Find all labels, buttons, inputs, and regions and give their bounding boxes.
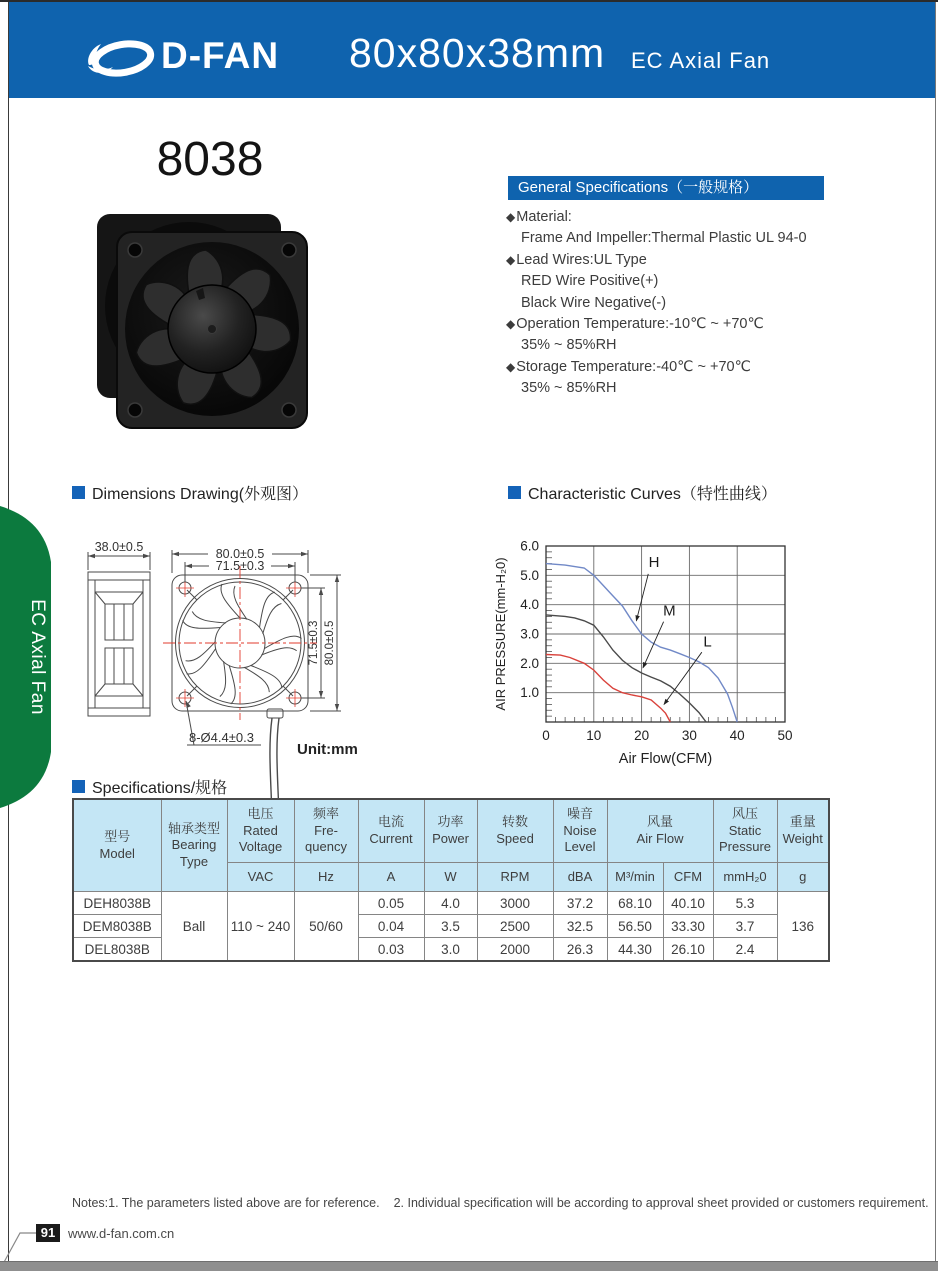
brand-logo-icon [85, 34, 155, 84]
blue-square-icon [72, 486, 85, 499]
diamond-bullet-icon: ◆ [506, 359, 516, 374]
unit-mmh2o: mmH₂0 [713, 863, 777, 892]
svg-text:1.0: 1.0 [520, 685, 539, 701]
diamond-bullet-icon: ◆ [506, 317, 516, 332]
col-bearing: 轴承类型 Bearing Type [161, 799, 227, 892]
col-power: 功率 Power [424, 799, 477, 863]
diamond-bullet-icon: ◆ [506, 210, 516, 224]
unit-cfm: CFM [663, 863, 713, 892]
blue-square-icon [72, 780, 85, 793]
general-specs-list [506, 207, 846, 400]
col-speed: 转数 Speed [477, 799, 553, 863]
sidebar-tab-label: EC Axial Fan [27, 599, 48, 715]
unit-a: A [358, 863, 424, 892]
col-frequency: 频率 Fre-quency [294, 799, 358, 863]
unit-hz: Hz [294, 863, 358, 892]
curve-label-M: M [663, 602, 676, 620]
characteristic-curves-chart [490, 525, 825, 780]
col-weight: 重量 Weight [777, 799, 829, 863]
svg-text:5.0: 5.0 [520, 567, 539, 583]
dim-holes-label: 8-Ø4.4±0.3 [189, 730, 254, 745]
section-header-dimensions: Dimensions Drawing(外观图） [72, 481, 308, 504]
table-row: DEH8038B Ball 110 ~ 240 50/60 0.05 4.0 3000 37.2 68.10 40.10 5.3 136 [73, 892, 829, 915]
col-voltage: 电压 Rated Voltage [227, 799, 294, 863]
dim-width-outer-label: 80.0±0.5 [215, 547, 265, 561]
general-specs-header: General Specifications（一般规格） [508, 176, 824, 200]
col-static: 风压 Static Pressure [713, 799, 777, 863]
table-row: DEM8038B 0.04 3.5 2500 32.5 56.50 33.30 3.7 [73, 915, 829, 938]
col-noise: 噪音 Noise Level [553, 799, 607, 863]
curve-label-L: L [703, 633, 712, 651]
svg-text:50: 50 [777, 728, 793, 743]
curve-M [546, 615, 706, 722]
unit-rpm: RPM [477, 863, 553, 892]
table-header-row [73, 799, 829, 863]
svg-text:40: 40 [729, 728, 745, 743]
specifications-table [72, 798, 830, 962]
y-axis-label: AIR PRESSURE(mm-H₂0) [493, 557, 508, 711]
dim-height-inner-label: 71.5±0.3 [308, 620, 320, 666]
unit-label: Unit:mm [297, 741, 358, 758]
spec-line: ◆Material: [506, 209, 572, 225]
spec-line: RED Wire Positive(+) [521, 273, 659, 290]
spec-line: Frame And Impeller:Thermal Plastic UL 94-0 [521, 230, 807, 247]
cell-model: DEM8038B [73, 915, 161, 938]
unit-vac: VAC [227, 863, 294, 892]
cell-weight: 136 [777, 892, 829, 962]
notes-text: Notes:1. The parameters listed above are for reference. 2. Individual specification will be according to approval sheet provided or customers requirement. [72, 1196, 929, 1210]
spec-line: 35% ~ 85%RH [521, 337, 617, 354]
unit-dba: dBA [553, 863, 607, 892]
unit-g: g [777, 863, 829, 892]
section-header-specifications: Specifications/规格 [72, 775, 227, 798]
blue-square-icon [508, 486, 521, 499]
curve-label-H: H [648, 554, 660, 572]
spec-line: ◆Lead Wires:UL Type [506, 251, 647, 268]
svg-text:6.0: 6.0 [520, 538, 539, 554]
model-number-title: 8038 [156, 133, 264, 186]
product-photo-fan [93, 210, 315, 440]
svg-text:2.0: 2.0 [520, 655, 539, 671]
page-border-right [935, 2, 936, 1261]
spec-line: ◆Operation Temperature:-10℃ ~ +70℃ [506, 316, 764, 333]
page-border-bottom [0, 1261, 938, 1271]
dim-depth-label: 38.0±0.5 [94, 540, 144, 554]
page-number-badge: 91 [36, 1224, 60, 1242]
header-bar [9, 2, 935, 98]
svg-text:20: 20 [634, 728, 650, 743]
unit-m3min: M³/min [607, 863, 663, 892]
col-current: 电流 Current [358, 799, 424, 863]
product-type-title: EC Axial Fan [631, 48, 771, 73]
dim-height-outer-label: 80.0±0.5 [324, 620, 336, 666]
section-header-curves: Characteristic Curves（特性曲线） [508, 481, 777, 504]
table-row: DEL8038B 0.03 3.0 2000 26.3 44.30 26.10 2.4 [73, 938, 829, 962]
brand-name: D-FAN [161, 35, 280, 76]
product-size-title: 80x80x38mm [349, 30, 606, 76]
x-axis-label: Air Flow(CFM) [618, 751, 713, 767]
cell-bearing: Ball [161, 892, 227, 962]
svg-text:0: 0 [542, 728, 550, 743]
sidebar-tab [0, 500, 64, 822]
cell-model: DEL8038B [73, 938, 161, 962]
diamond-bullet-icon: ◆ [506, 252, 516, 267]
cell-model: DEH8038B [73, 892, 161, 915]
svg-text:10: 10 [586, 728, 602, 743]
spec-line: Black Wire Negative(-) [521, 294, 667, 311]
cell-frequency: 50/60 [294, 892, 358, 962]
col-airflow: 风量 Air Flow [607, 799, 713, 863]
svg-text:4.0: 4.0 [520, 597, 539, 613]
col-model: 型号 Model [73, 799, 161, 892]
curve-L [546, 655, 670, 723]
spec-line: ◆Storage Temperature:-40℃ ~ +70℃ [506, 358, 751, 375]
svg-text:3.0: 3.0 [520, 626, 539, 642]
svg-text:30: 30 [681, 728, 697, 743]
dim-width-inner-label: 71.5±0.3 [215, 559, 265, 573]
unit-w: W [424, 863, 477, 892]
cell-voltage: 110 ~ 240 [227, 892, 294, 962]
spec-line: 35% ~ 85%RH [521, 380, 617, 397]
website-text: www.d-fan.com.cn [68, 1226, 175, 1241]
